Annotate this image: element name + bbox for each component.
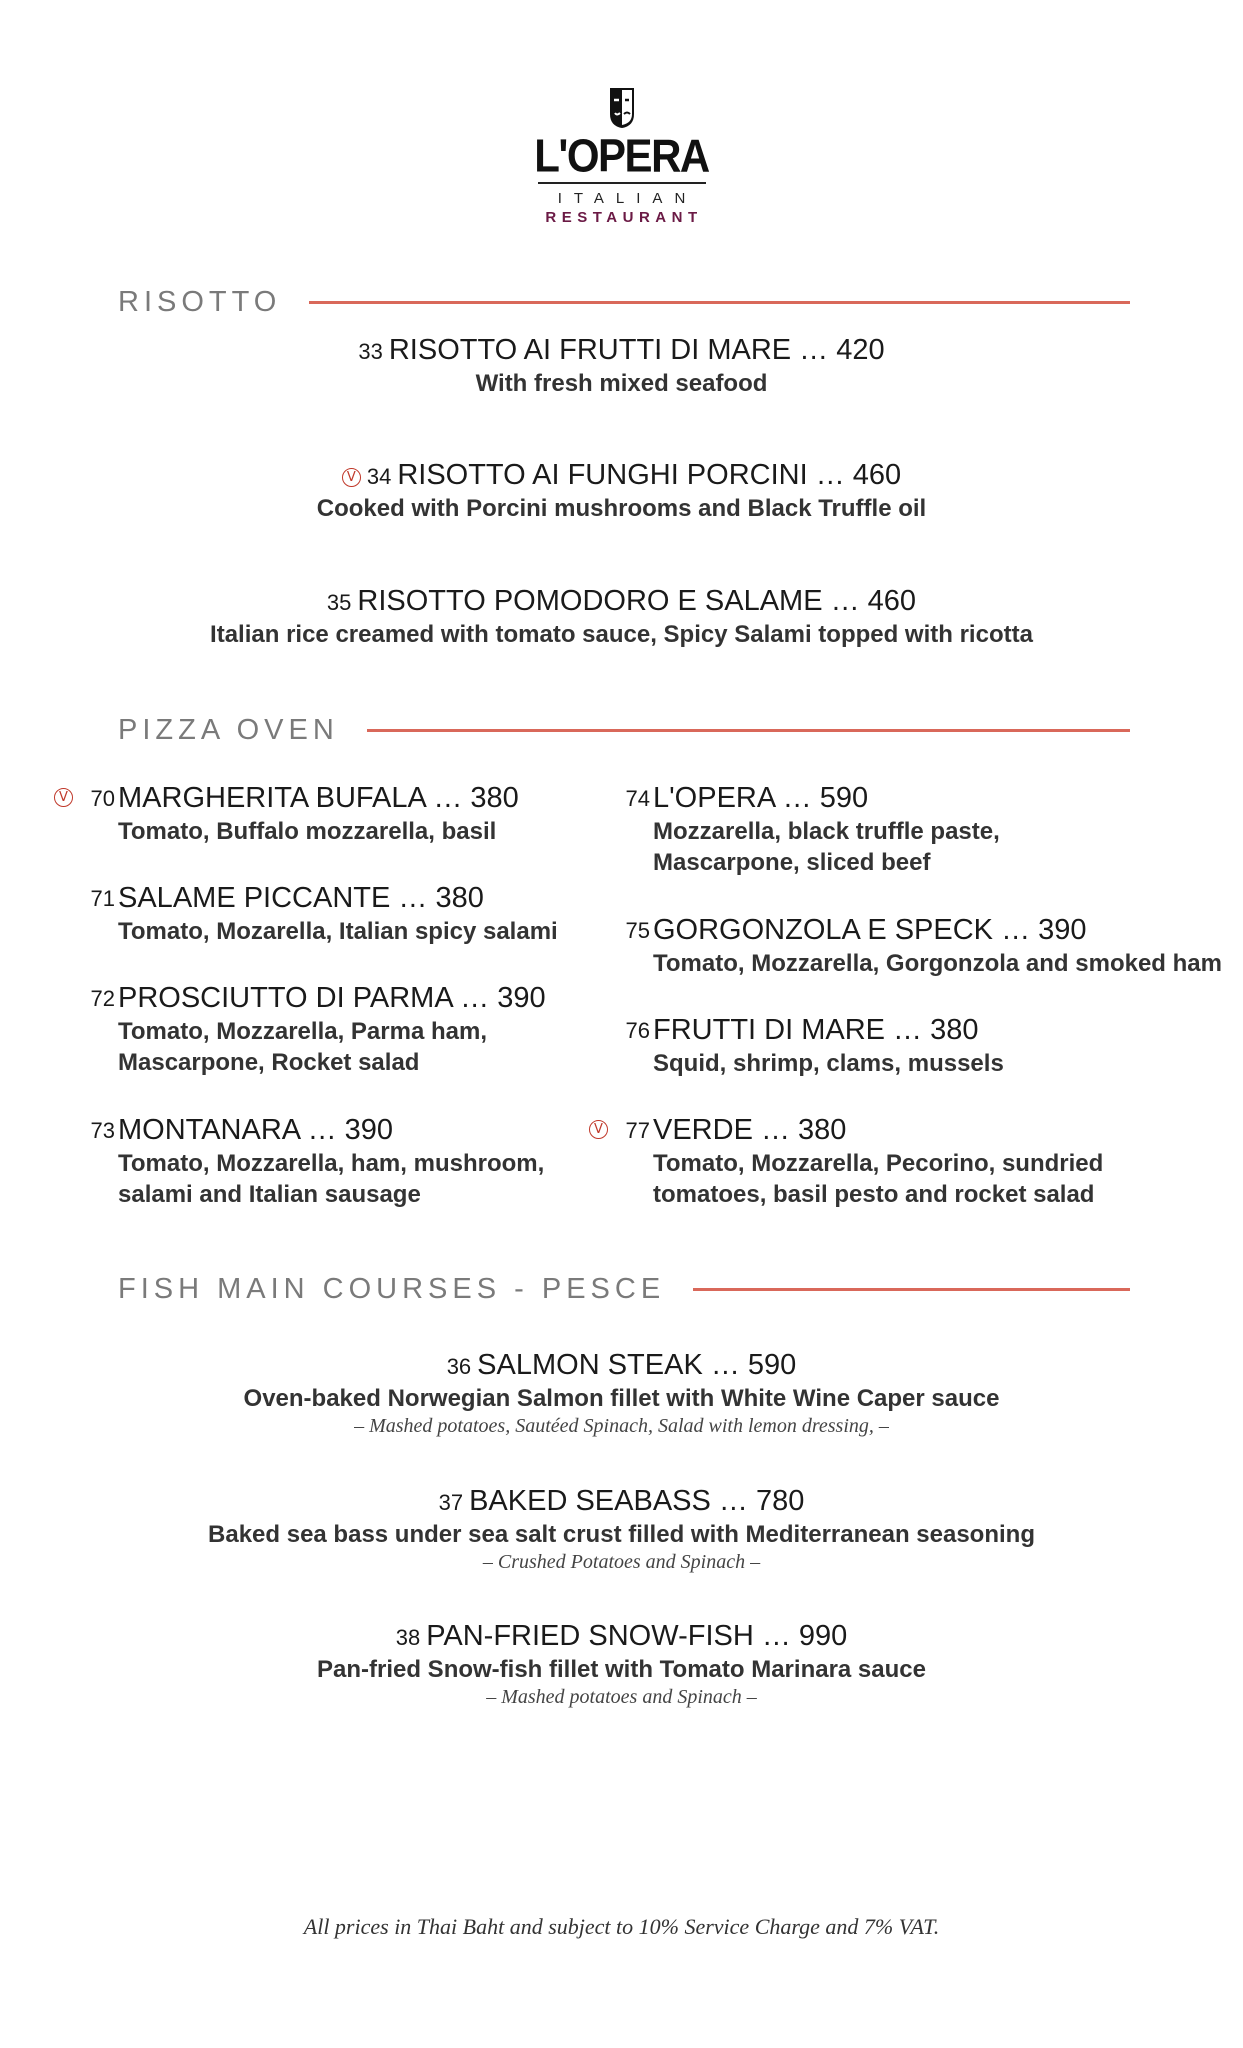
item-sides: – Mashed potatoes and Spinach – <box>486 1686 757 1708</box>
item-number: 73 <box>90 1118 115 1143</box>
menu-item-76 <box>625 1012 1213 1079</box>
section-title: RISOTTO <box>118 285 282 318</box>
logo-subtitle-restaurant: RESTAURANT <box>545 209 703 226</box>
item-number: 33 <box>358 339 383 364</box>
restaurant-logo <box>0 86 1243 227</box>
item-description: tomatoes, basil pesto and rocket salad <box>653 1181 1095 1208</box>
item-description: Mascarpone, Rocket salad <box>118 1049 420 1076</box>
vegetarian-icon: V <box>589 1120 608 1139</box>
item-number: 77 <box>625 1118 650 1143</box>
item-description: With fresh mixed seafood <box>475 370 768 397</box>
item-description: Italian rice creamed with tomato sauce, Spicy Salami topped with ricotta <box>210 621 1033 648</box>
item-number: 35 <box>326 590 352 615</box>
section-fish-heading <box>118 1269 1130 1309</box>
section-divider <box>367 729 1130 732</box>
item-description: Tomato, Mozzarella, Gorgonzola and smoked ham <box>653 950 1222 977</box>
section-pizza-heading <box>118 710 1130 750</box>
item-description: Tomato, Mozarella, Italian spicy salami <box>118 918 558 945</box>
item-name: PROSCIUTTO DI PARMA … 390 <box>118 982 546 1014</box>
logo-divider <box>538 182 706 184</box>
item-number: 72 <box>90 986 115 1011</box>
menu-item-36 <box>0 1348 1243 1438</box>
item-name: PAN-FRIED SNOW-FISH … 990 <box>426 1620 848 1652</box>
item-name: SALAME PICCANTE … 380 <box>118 882 484 914</box>
item-number: 70 <box>90 786 115 811</box>
item-number: 74 <box>625 786 650 811</box>
menu-item-72 <box>90 980 678 1078</box>
item-sides: – Mashed potatoes, Sautéed Spinach, Salad with lemon dressing, – <box>354 1415 889 1437</box>
vegetarian-icon: V <box>54 788 73 807</box>
menu-item-35 <box>0 584 1243 650</box>
menu-item-34 <box>0 458 1243 524</box>
menu-item-38 <box>0 1619 1243 1709</box>
item-number: 75 <box>625 918 650 943</box>
section-divider <box>693 1288 1130 1291</box>
theatre-mask-icon <box>607 86 637 130</box>
item-name: VERDE … 380 <box>653 1114 847 1146</box>
section-risotto-heading <box>118 282 1130 322</box>
item-number: 36 <box>446 1354 472 1379</box>
item-description: Mascarpone, sliced beef <box>653 849 931 876</box>
item-name: RISOTTO AI FUNGHI PORCINI … 460 <box>397 459 902 491</box>
item-description: Squid, shrimp, clams, mussels <box>653 1050 1004 1077</box>
menu-item-71 <box>90 880 678 947</box>
item-number: 76 <box>625 1018 650 1043</box>
item-number: 71 <box>90 886 115 911</box>
item-number: 37 <box>438 1490 464 1515</box>
item-number: 34 <box>366 464 392 489</box>
item-name: RISOTTO AI FRUTTI DI MARE … 420 <box>388 334 885 366</box>
item-sides: – Crushed Potatoes and Spinach – <box>482 1551 761 1573</box>
item-name: RISOTTO POMODORO E SALAME … 460 <box>357 585 917 617</box>
item-number: 38 <box>395 1625 421 1650</box>
item-name: GORGONZOLA E SPECK … 390 <box>653 914 1087 946</box>
item-description: Tomato, Mozzarella, Pecorino, sundried <box>653 1150 1104 1177</box>
item-name: FRUTTI DI MARE … 380 <box>653 1014 979 1046</box>
logo-subtitle-italian: ITALIAN <box>557 190 698 207</box>
item-description: Tomato, Mozzarella, Parma ham, <box>118 1018 487 1045</box>
item-name: L'OPERA … 590 <box>653 782 869 814</box>
item-description: Tomato, Buffalo mozzarella, basil <box>118 818 497 845</box>
menu-item-70 <box>59 780 678 847</box>
item-description: Mozzarella, black truffle paste, <box>653 818 1000 845</box>
item-name: MARGHERITA BUFALA … 380 <box>118 782 519 814</box>
menu-item-77 <box>594 1112 1213 1210</box>
section-title: PIZZA OVEN <box>118 713 339 746</box>
logo-name: L'OPERA <box>534 129 709 182</box>
section-title: FISH MAIN COURSES - PESCE <box>118 1272 666 1305</box>
item-description: Tomato, Mozzarella, ham, mushroom, <box>118 1150 545 1177</box>
item-description: Pan-fried Snow-fish fillet with Tomato Marinara sauce <box>317 1656 926 1683</box>
menu-item-74 <box>625 780 1213 878</box>
menu-item-33 <box>0 333 1243 399</box>
item-description: salami and Italian sausage <box>118 1181 421 1208</box>
item-name: SALMON STEAK … 590 <box>477 1349 797 1381</box>
menu-item-37 <box>0 1484 1243 1574</box>
item-name: BAKED SEABASS … 780 <box>469 1485 805 1517</box>
item-description: Oven-baked Norwegian Salmon fillet with White Wine Caper sauce <box>243 1385 1000 1412</box>
item-description: Baked sea bass under sea salt crust filled with Mediterranean seasoning <box>208 1521 1035 1548</box>
price-footnote: All prices in Thai Baht and subject to 10% Service Charge and 7% VAT. <box>303 1914 940 1939</box>
item-description: Cooked with Porcini mushrooms and Black Truffle oil <box>316 495 927 522</box>
section-divider <box>309 301 1130 304</box>
vegetarian-icon: V <box>342 468 361 487</box>
menu-item-75 <box>625 912 1222 979</box>
item-name: MONTANARA … 390 <box>118 1114 394 1146</box>
